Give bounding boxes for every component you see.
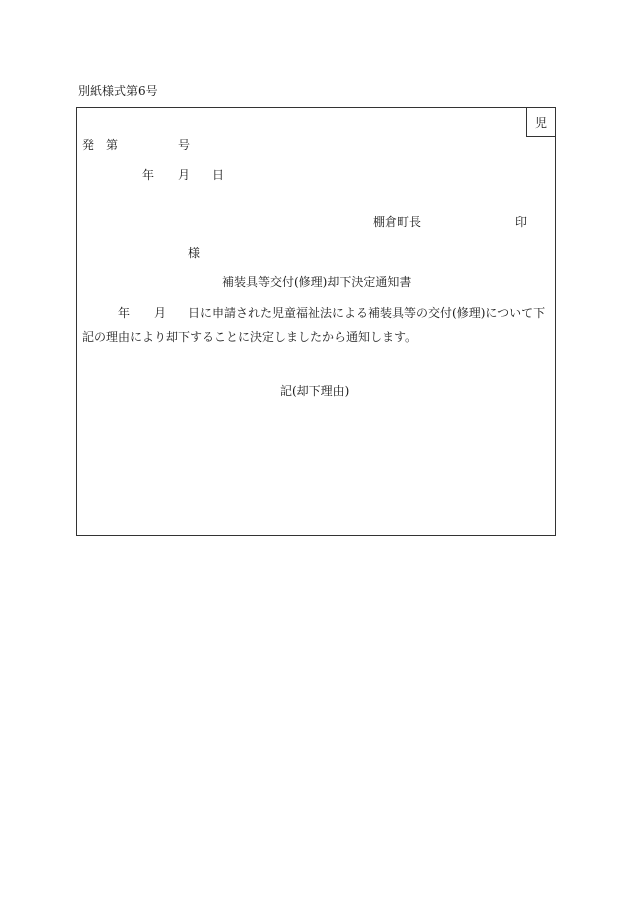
addressee-suffix: 様 [188,246,201,260]
date-month-label: 月 [178,168,191,182]
document-title: 補装具等交付(修理)却下決定通知書 [222,275,412,289]
category-mark: 児 [534,115,547,130]
issue-prefix-dai: 第 [106,138,119,152]
body-month-label: 月 [154,306,167,320]
issuer-name: 棚倉町長 [373,215,422,229]
date-year-label: 年 [142,168,155,182]
body-line-1-text: 日に申請された児童福祉法による補装具等の交付(修理)について下 [188,306,546,320]
body-line-1 [82,306,545,320]
form-label: 別紙様式第6号 [78,84,158,98]
issue-number-suffix: 号 [178,138,191,152]
body-line-2: 記の理由により却下することに決定しましたから通知します。 [82,330,418,344]
body-year-label: 年 [118,306,131,320]
category-mark-box [526,107,556,137]
issue-prefix-hatsu: 発 [82,138,95,152]
reason-heading: 記(却下理由) [280,384,350,398]
date-day-label: 日 [212,168,225,182]
issuer-seal: 印 [515,215,528,229]
